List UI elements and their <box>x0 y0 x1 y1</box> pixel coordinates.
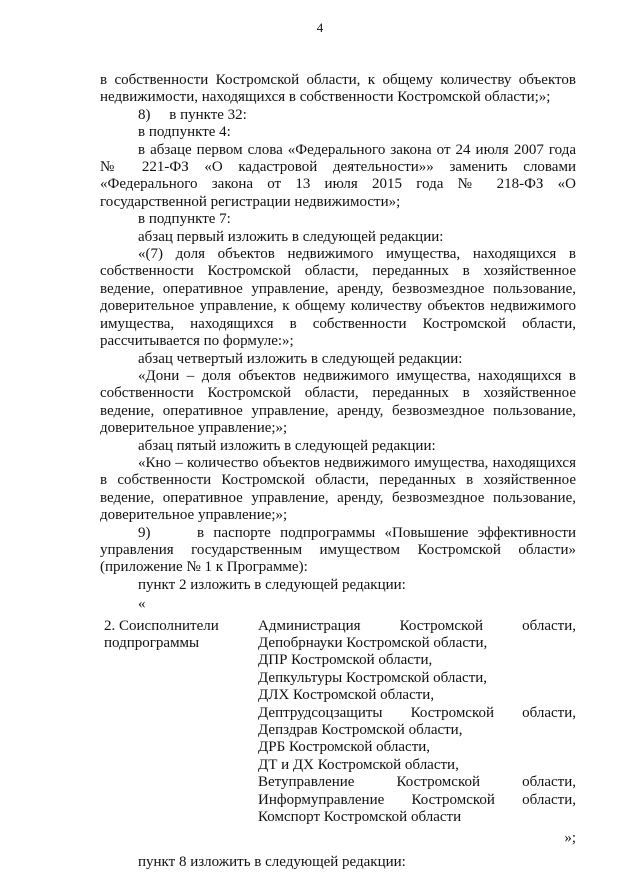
document-body <box>100 72 576 871</box>
paragraph: в подпункте 7: <box>138 211 231 228</box>
paragraph: «(7) доля объектов недвижимого имущества, находящихся в собственности Костромской области, переданных в хозяйственное ведение, оперативное управление, аренду, безвозмездное пользование, доверительное управление, к общему количеству объектов недвижимого имущества, находящихся в собственности Костромской области, рассчитывается по формуле:»; <box>100 246 576 350</box>
coexecutor-item: Ветуправление Костромской области, <box>258 774 576 791</box>
paragraph: «Кно – количество объектов недвижимого имущества, находящихся в собственности Костромской области, переданных в хозяйственное ведение, оперативное управление, аренду, безвозмездное пользование, доверительное управление;»; <box>100 454 576 524</box>
coexecutor-item: Дептрудсоцзащиты Костромской области, <box>258 704 576 721</box>
table-left-cell: 2. Соисполнители подпрограммы <box>104 617 219 651</box>
coexecutors-table <box>100 618 576 827</box>
coexecutor-item: ДПР Костромской области, <box>258 652 433 669</box>
coexecutor-item: Информуправление Костромской области, <box>258 791 576 808</box>
coexecutor-item: ДРБ Костромской области, <box>258 739 431 756</box>
paragraph: пункт 8 изложить в следующей редакции: <box>138 853 406 870</box>
close-quote: »; <box>564 830 576 847</box>
paragraph: абзац четвертый изложить в следующей редакции: <box>138 350 463 367</box>
coexecutor-item: ДЛХ Костромской области, <box>258 687 435 704</box>
coexecutor-item: Комспорт Костромской области <box>258 809 462 826</box>
paragraph: 9) в паспорте подпрограммы «Повышение эффективности управления государственным имуществом Костромской области» (приложение № 1 к Программе): <box>100 524 576 576</box>
coexecutor-item: Депздрав Костромской области, <box>258 722 463 739</box>
open-quote: « <box>138 596 146 613</box>
paragraph: в собственности Костромской области, к общему количеству объектов недвижимости, находящихся в собственности Костромской области;»; <box>100 72 576 106</box>
coexecutor-item: Администрация Костромской области, <box>258 617 576 634</box>
coexecutor-item: Депобрнауки Костромской области, <box>258 635 488 651</box>
paragraph: в абзаце первом слова «Федерального закона от 24 июля 2007 года № 221-ФЗ «О кадастровой деятельности»» заменить словами «Федерального закона от 13 июля 2015 года № 218-ФЗ «О государственной регистрации недвижимости»; <box>100 141 576 210</box>
paragraph: в подпункте 4: <box>138 124 231 141</box>
page-number: 4 <box>316 20 324 35</box>
paragraph: пункт 2 изложить в следующей редакции: <box>138 576 406 593</box>
paragraph: абзац пятый изложить в следующей редакции: <box>138 437 436 454</box>
coexecutor-item: Депкультуры Костромской области, <box>258 669 488 686</box>
table-right-cell <box>258 618 576 827</box>
paragraph: «Дони – доля объектов недвижимого имущества, находящихся в собственности Костромской области, переданных в хозяйственное ведение, оперативное управление, аренду, безвозмездное пользование, доверительное управление;»; <box>100 367 576 437</box>
coexecutor-item: ДТ и ДХ Костромской области, <box>258 756 459 773</box>
paragraph: 8) в пункте 32: <box>138 106 247 123</box>
paragraph: абзац первый изложить в следующей редакции: <box>138 228 444 245</box>
